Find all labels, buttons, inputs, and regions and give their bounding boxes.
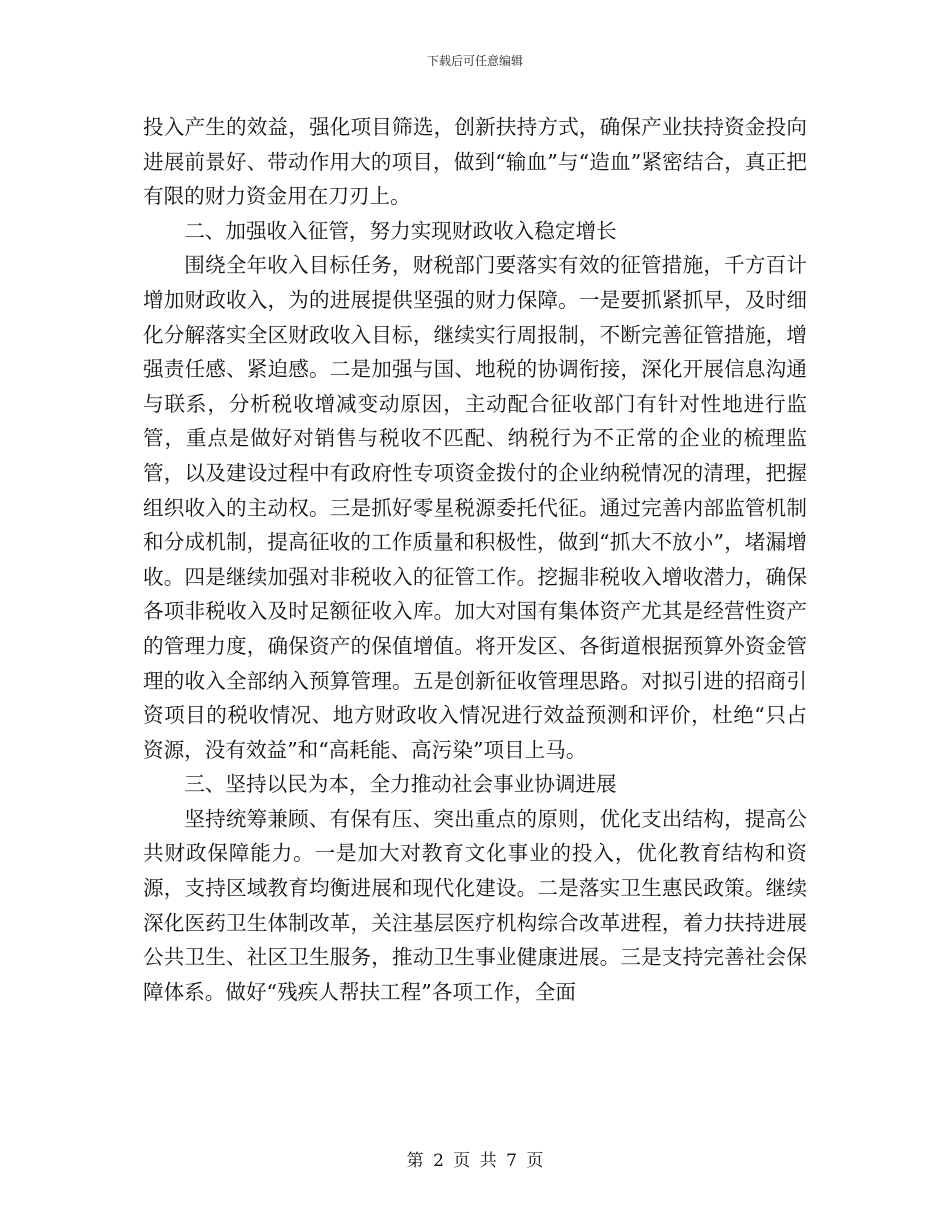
paragraph-2: 围绕全年收入目标任务，财税部门要落实有效的征管措施，千方百计增加财政收入，为的进展提供坚强的财力保障。一是要抓紧抓早，及时细化分解落实全区财政收入目标，继续实行周报制，不断完善征管措施，增强责任感、紧迫感。二是加强与国、地税的协调衔接，深化开展信息沟通与联系，分析税收增减变动原因，主动配合征收部门有针对性地进行监管，重点是做好对销售与税收不匹配、纳税行为不正常的企业的梳理监管，以及建设过程中有政府性专项资金拨付的企业纳税情况的清理，把握组织收入的主动权。三是抓好零星税源委托代征。通过完善内部监管机制和分成机制，提高征收的工作质量和积极性，做到“抓大不放小”，堵漏增收。四是继续加强对非税收入的征管工作。挖掘非税收入增收潜力，确保各项非税收入及时足额征收入库。加大对国有集体资产尤其是经营性资产的管理力度，确保资产的保值增值。将开发区、各街道根据预算外资金管理的收入全部纳入预算管理。五是创新征收管理思路。对拟引进的招商引资项目的税收情况、地方财政收入情况进行效益预测和评价，杜绝“只占资源，没有效益”和“高耗能、高污染”项目上马。	[143, 253, 807, 762]
section-heading-3: 三、坚持以民为本，全力推动社会事业协调进展	[184, 772, 617, 797]
page-number-footer: 第 2 页 共 7 页	[406, 1151, 544, 1171]
section-heading-2: 二、加强收入征管，努力实现财政收入稳定增长	[184, 218, 617, 243]
document-body	[143, 110, 807, 1009]
page-header: 下载后可任意编辑	[426, 54, 523, 68]
paragraph-1: 投入产生的效益，强化项目筛选，创新扶持方式，确保产业扶持资金投向进展前景好、带动作用大的项目，做到“输血”与“造血”紧密结合，真正把有限的财力资金用在刀刃上。	[143, 115, 807, 209]
paragraph-3: 坚持统筹兼顾、有保有压、突出重点的原则，优化支出结构，提高公共财政保障能力。一是加大对教育文化事业的投入，优化教育结构和资源，支持区域教育均衡进展和现代化建设。二是落实卫生惠民政策。继续深化医药卫生体制改革，关注基层医疗机构综合改革进程，着力扶持进展公共卫生、社区卫生服务，推动卫生事业健康进展。三是支持完善社会保障体系。做好“残疾人帮扶工程”各项工作，全面	[143, 806, 807, 1004]
